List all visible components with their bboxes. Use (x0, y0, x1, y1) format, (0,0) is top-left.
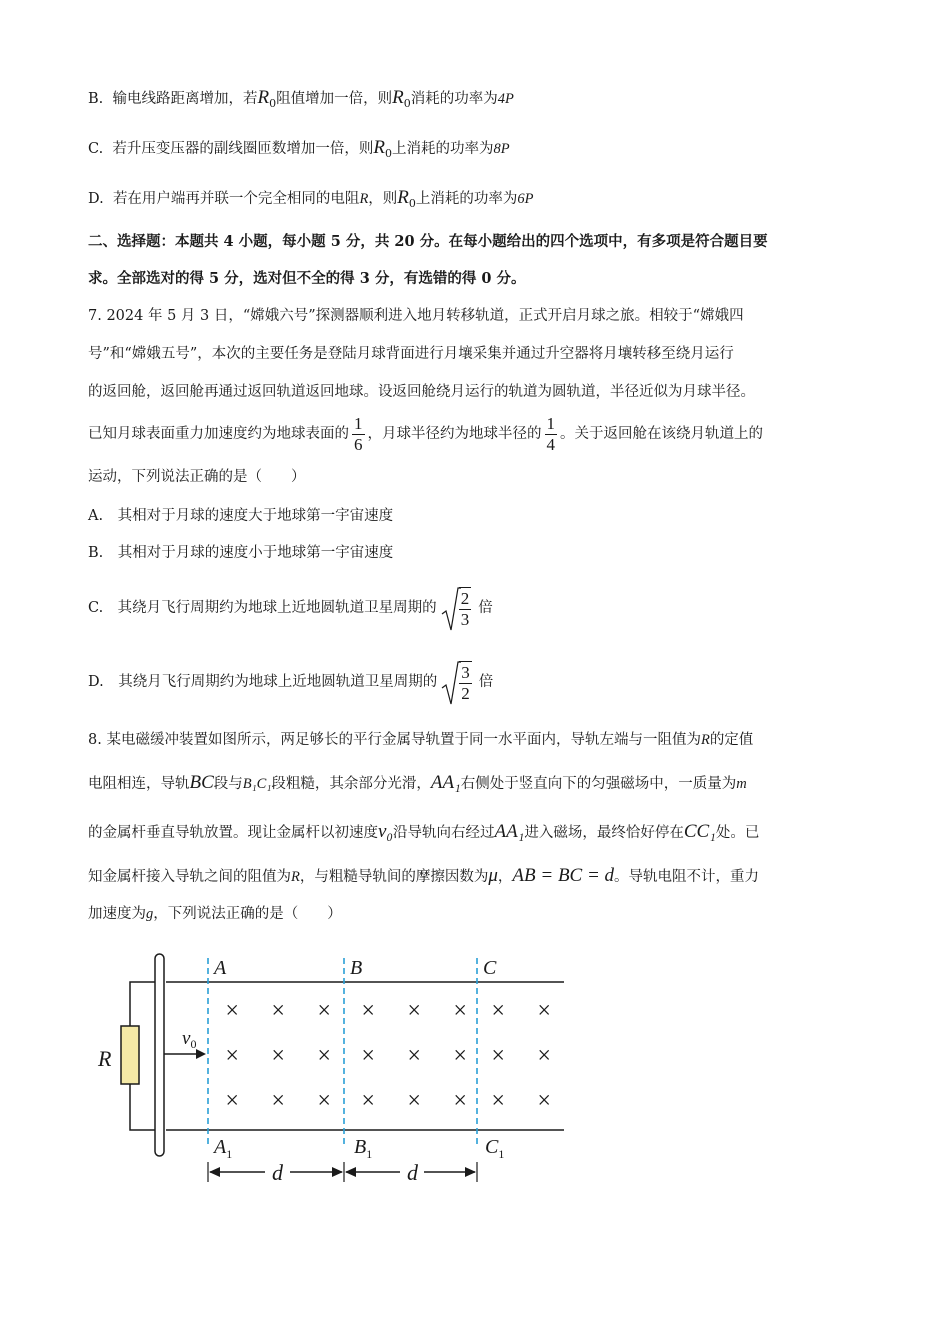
section-2-line-1: 二、选择题：本题共 4 小题，每小题 5 分，共 20 分。在每小题给出的四个选项中，有多项是符合题目要 (88, 233, 768, 250)
field-cross: × (451, 998, 469, 1024)
q8-line-3: 的金属杆垂直导轨放置。现让金属杆以初速度v₀沿导轨向右经过AA₁进入磁场，最终恰好停在CC₁处。已 (88, 821, 760, 842)
field-cross: × (405, 1043, 423, 1069)
fraction-one-quarter: $\frac{1}{4}$ (546, 413, 555, 454)
q7-option-a: A. 其相对于月球的速度大于地球第一宇宙速度 (88, 508, 394, 524)
label-b: B (350, 957, 363, 979)
field-cross: × (489, 998, 507, 1024)
field-cross: × (223, 1088, 241, 1114)
wire-top (130, 982, 156, 1026)
field-cross: × (405, 998, 423, 1024)
field-cross: × (223, 1043, 241, 1069)
velocity-label: $v_0$ (182, 1028, 197, 1051)
field-cross: × (269, 1043, 287, 1069)
label-a: A (214, 957, 227, 979)
option-c-prev: C. 若升压变压器的副线圈匝数增加一倍，则$R_0$上消耗的功率为8P (88, 137, 510, 160)
option-d-prev: D. 若在用户端再并联一个完全相同的电阻R，则$R_0$上消耗的功率为6P (88, 187, 534, 210)
section-2-line-2: 求。全部选对的得 5 分，选对但不全的得 3 分，有选错的得 0 分。 (88, 270, 526, 287)
field-cross: × (451, 1088, 469, 1114)
q7-line-5: 运动，下列说法正确的是（ ） (88, 469, 306, 485)
field-cross: × (359, 1043, 377, 1069)
q7-line-2: 号”和“嫦娥五号”，本次的主要任务是登陆月球背面进行月壤采集并通过升空器将月壤转移至绕月运行 (88, 346, 734, 362)
option-b-prev: B. 输电线路距离增加，若$R_0$阻值增加一倍，则$R_0$消耗的功率为4P (88, 87, 514, 110)
field-cross: × (451, 1043, 469, 1069)
label-c: C (483, 957, 497, 979)
field-cross: × (359, 1088, 377, 1114)
q7-line-3: 的返回舱，返回舱再通过返回轨道返回地球。设返回舱绕月运行的轨道为圆轨道，半径近似为月球半径。 (88, 384, 755, 400)
magnetic-field-crosses (224, 998, 552, 1114)
q8-line-5: 加速度为g，下列说法正确的是（ ） (88, 906, 342, 922)
field-cross: × (535, 1088, 553, 1114)
field-cross: × (535, 998, 553, 1024)
field-cross: × (315, 998, 333, 1024)
field-cross: × (223, 998, 241, 1024)
q8-line-4: 知金属杆接入导轨之间的阻值为R，与粗糙导轨间的摩擦因数为μ，AB = BC = d。导轨电阻不计，重力 (88, 865, 760, 886)
label-b1: $B_1$ (354, 1136, 373, 1161)
field-cross: × (315, 1043, 333, 1069)
electromagnetic-buffer-diagram (90, 950, 580, 1190)
label-c1: $C_1$ (485, 1136, 505, 1161)
field-cross: × (405, 1088, 423, 1114)
q7-line-4: 已知月球表面重力加速度约为地球表面的 $\frac{1}{6}$ ，月球半径约为地球半径的 $\frac{1}{4}$ 。关于返回舱在该绕月轨道上的 (88, 413, 763, 454)
resistor (121, 1026, 139, 1084)
q7-option-c: C. 其绕月飞行周期约为地球上近地圆轨道卫星周期的 $\frac{2}{3}$ 倍 (88, 586, 493, 630)
field-cross: × (489, 1088, 507, 1114)
dim-label-d-2: d (407, 1160, 418, 1185)
field-cross: × (269, 998, 287, 1024)
sqrt-two-thirds: $\frac{2}{3}$ (441, 586, 475, 630)
dim-label-d-1: d (272, 1160, 283, 1185)
field-cross: × (269, 1088, 287, 1114)
fraction-one-sixth: $\frac{1}{6}$ (354, 413, 363, 454)
field-cross: × (359, 998, 377, 1024)
q7-option-d: D. 其绕月飞行周期约为地球上近地圆轨道卫星周期的 $\frac{3}{2}$ 倍 (88, 660, 493, 704)
sqrt-three-halves: $\frac{3}{2}$ (441, 660, 475, 704)
q7-option-b: B. 其相对于月球的速度小于地球第一宇宙速度 (88, 545, 394, 561)
field-cross: × (535, 1043, 553, 1069)
field-cross: × (315, 1088, 333, 1114)
q7-line-1: 7. 2024 年 5 月 3 日，“嫦娥六号”探测器顺利进入地月转移轨道，正式开启月球之旅。相较于“嫦娥四 (88, 308, 744, 324)
resistor-label: R (98, 1046, 112, 1071)
wire-bottom (130, 1084, 156, 1130)
q8-line-2: 电阻相连，导轨BC段与B₁C₁段粗糙，其余部分光滑，AA₁右侧处于竖直向下的匀强磁场中，一质量为m (88, 772, 747, 793)
label-a1: $A_1$ (214, 1136, 233, 1161)
q8-line-1: 8. 某电磁缓冲装置如图所示，两足够长的平行金属导轨置于同一水平面内，导轨左端与一阻值为R的定值 (88, 732, 754, 748)
metal-rod (155, 954, 164, 1156)
field-cross: × (489, 1043, 507, 1069)
velocity-arrowhead (196, 1049, 206, 1059)
